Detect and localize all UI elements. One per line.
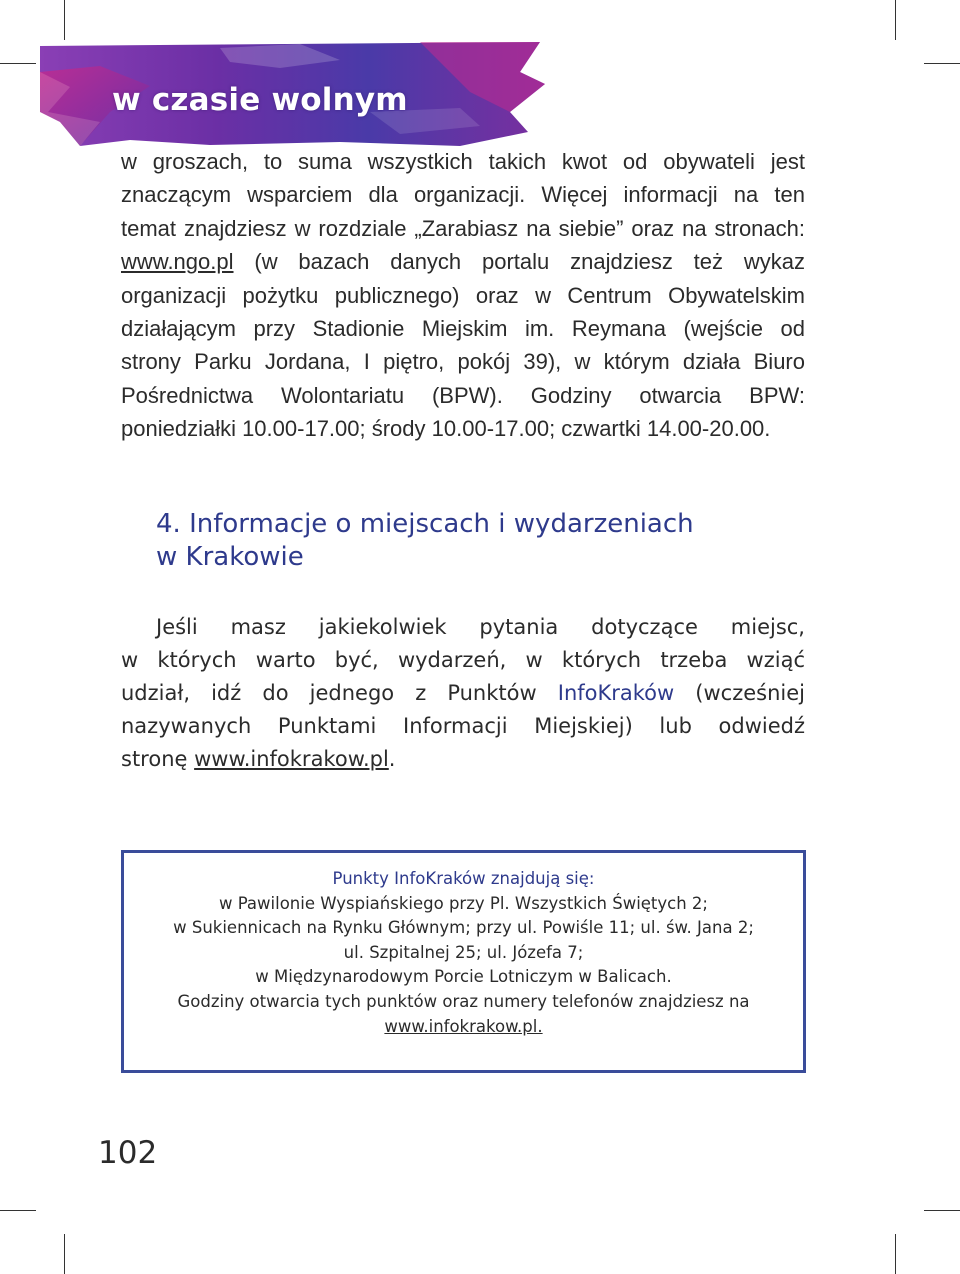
text-line: temat znajdziesz w rozdziale „Zarabiasz na siebie” oraz na stronach: bbox=[121, 215, 805, 241]
infobox-title: Punkty InfoKraków znajdują się: bbox=[332, 869, 595, 888]
crop-mark-top-right bbox=[895, 0, 896, 40]
crop-mark-right-top bbox=[924, 63, 960, 64]
text-line: działającym przy Stadionie Miejskim im. Reymana (wejście od bbox=[121, 316, 805, 342]
crop-mark-left-top bbox=[0, 63, 36, 64]
text-line-with-link bbox=[121, 743, 805, 776]
intro-paragraph bbox=[121, 145, 805, 446]
infobox-line: w Pawilonie Wyspiańskiego przy Pl. Wszystkich Świętych 2; bbox=[218, 893, 708, 913]
crop-mark-right-bottom bbox=[924, 1210, 960, 1211]
heading-line: w Krakowie bbox=[156, 542, 304, 572]
ngo-link[interactable]: www.ngo.pl bbox=[121, 249, 234, 275]
text-fragment: stronę bbox=[121, 747, 195, 771]
text-line: strony Parku Jordana, I piętro, pokój 39), w którym działa Biuro bbox=[121, 349, 805, 375]
infobox-line: w Sukiennicach na Rynku Głównym; przy ul. Powiśle 11; ul. św. Jana 2; bbox=[173, 918, 754, 938]
section-banner bbox=[40, 42, 545, 147]
crop-mark-bottom-right bbox=[895, 1234, 896, 1274]
section-heading bbox=[156, 508, 694, 574]
text-line-with-accent bbox=[121, 677, 805, 710]
crop-mark-bottom-left bbox=[64, 1234, 65, 1274]
infokrakow-accent: InfoKraków bbox=[557, 681, 675, 705]
heading-line: 4. Informacje o miejscach i wydarzeniach bbox=[156, 509, 694, 539]
text-line: organizacji pożytku publicznego) oraz w Centrum Obywatelskim bbox=[121, 282, 805, 308]
infobox-line: w Międzynarodowym Porcie Lotniczym w Balicach. bbox=[255, 967, 672, 987]
text-line: poniedziałki 10.00-17.00; środy 10.00-17.00; czwartki 14.00-20.00. bbox=[121, 416, 771, 442]
crop-mark-left-bottom bbox=[0, 1210, 36, 1211]
infobox-line: ul. Szpitalnej 25; ul. Józefa 7; bbox=[343, 942, 584, 962]
section-title: w czasie wolnym bbox=[112, 82, 408, 118]
text-fragment: udział, idź do jednego z Punktów bbox=[121, 681, 558, 705]
infobox-line: Godziny otwarcia tych punktów oraz numery telefonów znajdziesz na bbox=[177, 991, 750, 1011]
text-line: znaczącym wsparciem dla organizacji. Więcej informacji na ten bbox=[121, 182, 805, 208]
text-fragment: (wcześniej bbox=[674, 681, 806, 705]
info-paragraph bbox=[121, 611, 805, 776]
infokrakow-link[interactable]: www.infokrakow.pl bbox=[194, 747, 389, 771]
infobox-link[interactable]: www.infokrakow.pl. bbox=[384, 1016, 543, 1036]
crop-mark-top-left bbox=[64, 0, 65, 40]
text-fragment: (w bazach danych portalu znajdziesz też wykaz bbox=[254, 249, 805, 275]
text-fragment: . bbox=[388, 747, 396, 771]
text-line: w groszach, to suma wszystkich takich kwot od obywateli jest bbox=[121, 149, 805, 174]
text-line: Jeśli masz jakiekolwiek pytania dotyczące miejsc, bbox=[156, 615, 805, 639]
text-line: Pośrednictwa Wolontariatu (BPW). Godziny otwarcia BPW: bbox=[121, 382, 805, 408]
text-line-with-link bbox=[121, 245, 805, 278]
text-line: w których warto być, wydarzeń, w których trzeba wziąć bbox=[121, 648, 805, 672]
text-line: nazywanych Punktami Informacji Miejskiej) lub odwiedź bbox=[121, 714, 805, 738]
page-number: 102 bbox=[98, 1135, 158, 1171]
infopoints-box bbox=[121, 850, 806, 1073]
